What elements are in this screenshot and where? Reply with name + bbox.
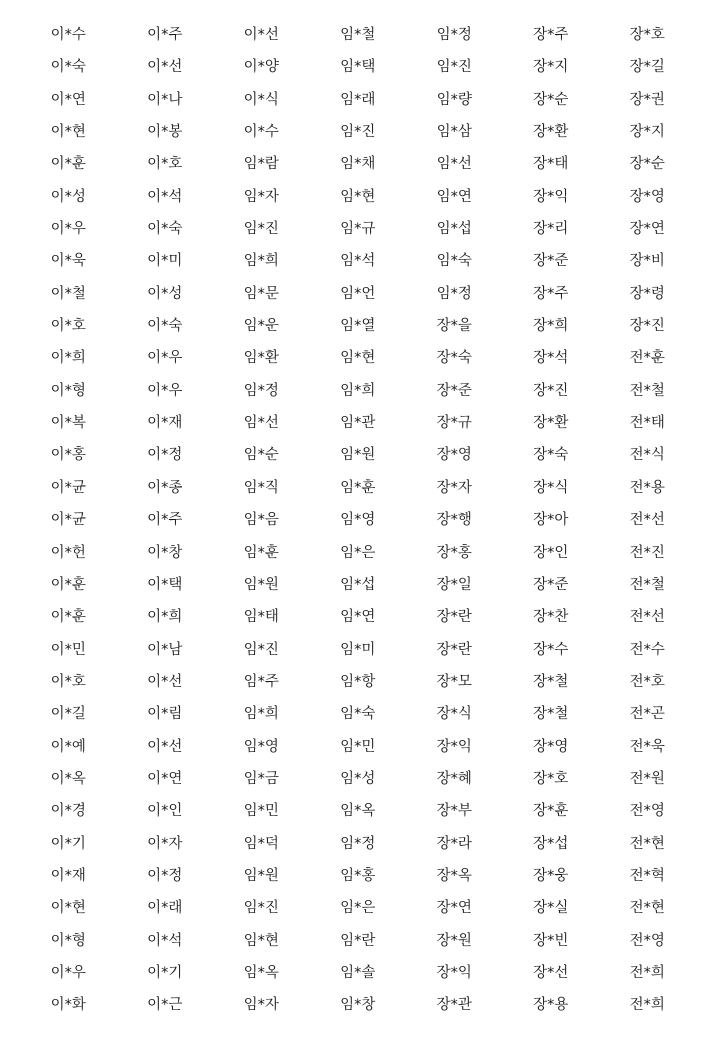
name-cell: 이*우 [50, 964, 86, 981]
name-cell: 이*양 [243, 59, 279, 76]
name-cell: 장*익 [436, 738, 472, 755]
name-cell: 임*진 [340, 124, 376, 141]
name-table [20, 19, 720, 1022]
name-row [20, 795, 720, 827]
name-cell: 장*지 [629, 124, 665, 141]
name-row [20, 213, 720, 245]
name-cell: 이*주 [147, 27, 183, 43]
name-cell: 임*숙 [436, 253, 472, 270]
name-cell: 임*정 [243, 382, 279, 399]
name-cell: 임*옥 [340, 803, 376, 820]
name-cell: 임*열 [340, 318, 376, 335]
name-cell: 이*형 [50, 382, 86, 399]
name-cell: 임*성 [340, 770, 376, 787]
name-cell: 임*연 [340, 609, 376, 626]
name-row [20, 989, 720, 1021]
name-cell: 전*호 [629, 673, 665, 690]
name-row [20, 19, 720, 51]
name-cell: 임*순 [243, 447, 279, 464]
name-cell: 이*우 [50, 221, 86, 238]
name-cell: 이*석 [147, 188, 183, 205]
name-cell: 장*수 [533, 641, 569, 658]
name-cell: 장*모 [436, 673, 472, 690]
name-cell: 장*진 [629, 318, 665, 335]
name-cell: 전*훈 [629, 350, 665, 367]
name-cell: 장*영 [629, 188, 665, 205]
name-cell: 장*지 [533, 59, 569, 76]
name-cell: 장*식 [436, 706, 472, 723]
name-cell: 임*음 [243, 512, 279, 529]
name-cell: 장*웅 [533, 867, 569, 884]
name-cell: 이*선 [243, 27, 279, 43]
name-cell: 이*우 [147, 350, 183, 367]
name-row [20, 601, 720, 633]
name-cell: 임*언 [340, 285, 376, 302]
name-cell: 이*성 [147, 285, 183, 302]
name-cell: 이*기 [147, 964, 183, 981]
name-cell: 장*주 [533, 27, 569, 43]
name-cell: 임*직 [243, 479, 279, 496]
name-cell: 장*아 [533, 512, 569, 529]
name-cell: 장*찬 [533, 609, 569, 626]
name-cell: 임*석 [340, 253, 376, 270]
name-row [20, 439, 720, 471]
name-cell: 임*자 [243, 188, 279, 205]
name-cell: 장*라 [436, 835, 472, 852]
name-cell: 전*철 [629, 576, 665, 593]
name-cell: 이*희 [147, 609, 183, 626]
name-cell: 이*성 [50, 188, 86, 205]
name-row [20, 504, 720, 536]
name-cell: 이*복 [50, 415, 86, 432]
name-cell: 이*수 [243, 124, 279, 141]
name-cell: 장*훈 [533, 803, 569, 820]
name-cell: 이*숙 [147, 221, 183, 238]
name-cell: 이*식 [243, 91, 279, 108]
name-row [20, 148, 720, 180]
name-cell: 전*현 [629, 900, 665, 917]
name-cell: 임*영 [340, 512, 376, 529]
name-cell: 이*연 [147, 770, 183, 787]
name-cell: 임*란 [340, 932, 376, 949]
name-cell: 장*자 [436, 479, 472, 496]
name-cell: 장*영 [533, 738, 569, 755]
name-cell: 장*관 [436, 997, 472, 1014]
name-row [20, 731, 720, 763]
name-cell: 임*채 [340, 156, 376, 173]
name-cell: 장*인 [533, 544, 569, 561]
name-cell: 이*선 [147, 59, 183, 76]
name-cell: 장*연 [436, 900, 472, 917]
name-cell: 이*석 [147, 932, 183, 949]
name-cell: 이*재 [50, 867, 86, 884]
name-cell: 전*혁 [629, 867, 665, 884]
name-cell: 임*래 [340, 91, 376, 108]
name-row [20, 310, 720, 342]
name-row [20, 828, 720, 860]
name-cell: 이*자 [147, 835, 183, 852]
name-row [20, 860, 720, 892]
name-cell: 장*태 [533, 156, 569, 173]
name-cell: 전*현 [629, 835, 665, 852]
name-cell: 임*진 [243, 641, 279, 658]
name-cell: 임*창 [340, 997, 376, 1014]
name-cell: 이*헌 [50, 544, 86, 561]
name-cell: 이*훈 [50, 576, 86, 593]
name-cell: 장*석 [533, 350, 569, 367]
name-row [20, 375, 720, 407]
name-row [20, 116, 720, 148]
name-row [20, 84, 720, 116]
name-cell: 임*덕 [243, 835, 279, 852]
name-cell: 장*란 [436, 641, 472, 658]
name-cell: 장*행 [436, 512, 472, 529]
name-cell: 전*용 [629, 479, 665, 496]
name-cell: 임*민 [243, 803, 279, 820]
name-cell: 임*진 [436, 59, 472, 76]
name-cell: 전*곤 [629, 706, 665, 723]
name-cell: 임*섭 [436, 221, 472, 238]
name-cell: 임*원 [340, 447, 376, 464]
name-cell: 이*기 [50, 835, 86, 852]
name-row [20, 957, 720, 989]
name-cell: 전*수 [629, 641, 665, 658]
name-cell: 전*영 [629, 932, 665, 949]
name-cell: 이*나 [147, 91, 183, 108]
name-cell: 임*삼 [436, 124, 472, 141]
name-cell: 임*자 [243, 997, 279, 1014]
name-row [20, 181, 720, 213]
name-cell: 장*일 [436, 576, 472, 593]
name-cell: 전*욱 [629, 738, 665, 755]
name-cell: 전*영 [629, 803, 665, 820]
name-cell: 장*호 [533, 770, 569, 787]
name-cell: 임*주 [243, 673, 279, 690]
name-cell: 장*실 [533, 900, 569, 917]
name-cell: 이*희 [50, 350, 86, 367]
name-cell: 전*철 [629, 382, 665, 399]
name-cell: 이*호 [50, 673, 86, 690]
name-row [20, 537, 720, 569]
name-row [20, 698, 720, 730]
name-row [20, 569, 720, 601]
name-cell: 이*재 [147, 415, 183, 432]
name-cell: 이*미 [147, 253, 183, 270]
name-cell: 이*선 [147, 673, 183, 690]
name-cell: 이*현 [50, 900, 86, 917]
name-cell: 장*연 [629, 221, 665, 238]
name-cell: 임*항 [340, 673, 376, 690]
name-cell: 장*진 [533, 382, 569, 399]
name-cell: 이*봉 [147, 124, 183, 141]
name-cell: 임*운 [243, 318, 279, 335]
name-cell: 장*주 [533, 285, 569, 302]
name-cell: 이*주 [147, 512, 183, 529]
name-cell: 전*선 [629, 609, 665, 626]
name-cell: 장*환 [533, 415, 569, 432]
name-cell: 장*준 [533, 576, 569, 593]
name-cell: 이*경 [50, 803, 86, 820]
name-cell: 임*환 [243, 350, 279, 367]
name-row [20, 634, 720, 666]
name-cell: 임*홍 [340, 867, 376, 884]
name-cell: 임*문 [243, 285, 279, 302]
name-cell: 이*길 [50, 706, 86, 723]
name-cell: 전*원 [629, 770, 665, 787]
name-cell: 임*규 [340, 221, 376, 238]
name-cell: 장*영 [436, 447, 472, 464]
name-cell: 임*훈 [340, 479, 376, 496]
name-cell: 이*선 [147, 738, 183, 755]
name-cell: 임*희 [340, 382, 376, 399]
name-cell: 임*옥 [243, 964, 279, 981]
name-cell: 임*연 [436, 188, 472, 205]
name-row [20, 666, 720, 698]
name-cell: 이*호 [50, 318, 86, 335]
name-cell: 임*철 [340, 27, 376, 43]
name-cell: 장*옥 [436, 867, 472, 884]
name-cell: 장*용 [533, 997, 569, 1014]
name-cell: 이*균 [50, 512, 86, 529]
name-cell: 임*정 [436, 285, 472, 302]
name-cell: 이*훈 [50, 609, 86, 626]
name-cell: 장*철 [533, 706, 569, 723]
name-cell: 이*호 [147, 156, 183, 173]
name-cell: 임*원 [243, 867, 279, 884]
name-cell: 임*선 [436, 156, 472, 173]
name-cell: 임*은 [340, 544, 376, 561]
name-cell: 장*빈 [533, 932, 569, 949]
name-cell: 장*권 [629, 91, 665, 108]
name-cell: 장*순 [533, 91, 569, 108]
name-cell: 임*희 [243, 706, 279, 723]
name-cell: 이*형 [50, 932, 86, 949]
name-cell: 임*희 [243, 253, 279, 270]
name-cell: 장*철 [533, 673, 569, 690]
name-cell: 이*래 [147, 900, 183, 917]
name-cell: 임*관 [340, 415, 376, 432]
name-row [20, 278, 720, 310]
name-cell: 장*을 [436, 318, 472, 335]
name-cell: 임*량 [436, 91, 472, 108]
name-row [20, 407, 720, 439]
name-cell: 장*섭 [533, 835, 569, 852]
name-cell: 이*정 [147, 867, 183, 884]
name-cell: 임*진 [243, 900, 279, 917]
name-cell: 장*숙 [533, 447, 569, 464]
name-cell: 이*훈 [50, 156, 86, 173]
name-cell: 이*정 [147, 447, 183, 464]
name-cell: 장*혜 [436, 770, 472, 787]
name-cell: 임*원 [243, 576, 279, 593]
name-cell: 장*익 [533, 188, 569, 205]
name-cell: 이*철 [50, 285, 86, 302]
name-cell: 임*정 [436, 27, 472, 43]
name-cell: 이*홍 [50, 447, 86, 464]
name-cell: 이*숙 [50, 59, 86, 76]
name-cell: 전*희 [629, 964, 665, 981]
name-cell: 이*남 [147, 641, 183, 658]
name-cell: 임*섭 [340, 576, 376, 593]
name-cell: 임*솔 [340, 964, 376, 981]
name-cell: 전*식 [629, 447, 665, 464]
name-cell: 임*정 [340, 835, 376, 852]
name-cell: 장*희 [533, 318, 569, 335]
name-cell: 이*인 [147, 803, 183, 820]
name-cell: 이*예 [50, 738, 86, 755]
name-cell: 이*창 [147, 544, 183, 561]
name-cell: 이*현 [50, 124, 86, 141]
name-cell: 전*진 [629, 544, 665, 561]
name-cell: 장*숙 [436, 350, 472, 367]
name-row [20, 342, 720, 374]
name-cell: 임*숙 [340, 706, 376, 723]
name-cell: 이*수 [50, 27, 86, 43]
name-cell: 장*준 [436, 382, 472, 399]
name-row [20, 892, 720, 924]
name-cell: 이*종 [147, 479, 183, 496]
name-cell: 임*은 [340, 900, 376, 917]
name-cell: 장*비 [629, 253, 665, 270]
name-row [20, 925, 720, 957]
name-cell: 장*원 [436, 932, 472, 949]
name-cell: 장*호 [629, 27, 665, 43]
name-cell: 임*태 [243, 609, 279, 626]
name-cell: 장*익 [436, 964, 472, 981]
name-cell: 장*령 [629, 285, 665, 302]
name-cell: 이*옥 [50, 770, 86, 787]
name-cell: 전*태 [629, 415, 665, 432]
name-cell: 이*민 [50, 641, 86, 658]
name-cell: 이*택 [147, 576, 183, 593]
name-row [20, 51, 720, 83]
name-row [20, 763, 720, 795]
name-cell: 장*환 [533, 124, 569, 141]
name-cell: 이*균 [50, 479, 86, 496]
name-cell: 이*우 [147, 382, 183, 399]
name-cell: 장*부 [436, 803, 472, 820]
name-cell: 임*택 [340, 59, 376, 76]
name-cell: 임*금 [243, 770, 279, 787]
name-cell: 임*영 [243, 738, 279, 755]
name-cell: 임*민 [340, 738, 376, 755]
name-cell: 임*현 [340, 188, 376, 205]
name-cell: 임*현 [243, 932, 279, 949]
name-cell: 임*진 [243, 221, 279, 238]
name-cell: 장*란 [436, 609, 472, 626]
name-cell: 임*훈 [243, 544, 279, 561]
name-cell: 장*선 [533, 964, 569, 981]
name-cell: 임*선 [243, 415, 279, 432]
name-cell: 장*순 [629, 156, 665, 173]
name-cell: 장*리 [533, 221, 569, 238]
name-cell: 이*림 [147, 706, 183, 723]
name-cell: 장*준 [533, 253, 569, 270]
name-cell: 임*람 [243, 156, 279, 173]
name-cell: 이*숙 [147, 318, 183, 335]
name-cell: 전*선 [629, 512, 665, 529]
name-cell: 장*길 [629, 59, 665, 76]
name-cell: 이*화 [50, 997, 86, 1014]
name-cell: 장*규 [436, 415, 472, 432]
name-cell: 임*미 [340, 641, 376, 658]
name-cell: 임*현 [340, 350, 376, 367]
name-cell: 장*식 [533, 479, 569, 496]
name-cell: 이*욱 [50, 253, 86, 270]
name-cell: 장*홍 [436, 544, 472, 561]
name-cell: 이*근 [147, 997, 183, 1014]
name-row [20, 245, 720, 277]
name-row [20, 472, 720, 504]
name-cell: 이*연 [50, 91, 86, 108]
name-cell: 전*희 [629, 997, 665, 1014]
